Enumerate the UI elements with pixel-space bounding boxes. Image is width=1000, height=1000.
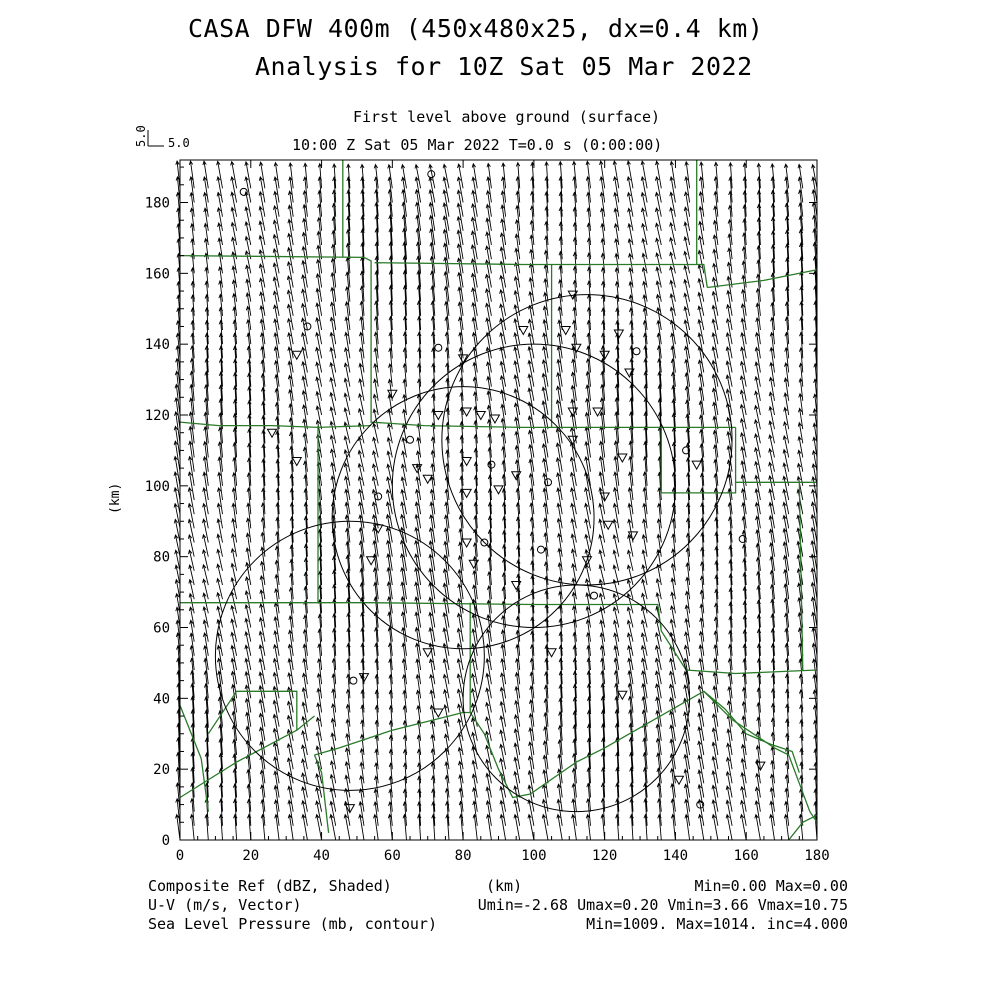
station-marker-triangle bbox=[519, 327, 528, 335]
x-tick-label: 20 bbox=[242, 848, 260, 860]
radar-range-ring bbox=[215, 521, 484, 790]
y-tick-label: 160 bbox=[144, 266, 170, 283]
x-tick-label: 0 bbox=[175, 848, 185, 860]
station-marker-triangle bbox=[490, 415, 499, 423]
y-tick-label: 20 bbox=[153, 762, 170, 779]
footer-ref-label: Composite Ref (dBZ, Shaded) bbox=[148, 877, 392, 895]
x-tick-label: 40 bbox=[313, 848, 330, 860]
wind-vector-field bbox=[174, 161, 817, 840]
station-marker-triangle bbox=[618, 454, 627, 462]
x-tick-label: 140 bbox=[662, 848, 689, 860]
station-marker-circle bbox=[407, 436, 414, 443]
y-tick-labels bbox=[145, 196, 170, 850]
x-tick-label: 100 bbox=[521, 848, 547, 860]
y-tick-label: 80 bbox=[153, 549, 170, 566]
station-marker-triangle bbox=[462, 458, 471, 466]
title-line-2: Analysis for 10Z Sat 05 Mar 2022 bbox=[255, 52, 753, 81]
station-marker-triangle bbox=[268, 429, 277, 437]
station-marker-triangle bbox=[292, 351, 301, 359]
footer-vector-label: U-V (m/s, Vector) bbox=[148, 896, 302, 914]
x-tick-labels bbox=[176, 848, 830, 860]
county-boundaries bbox=[180, 160, 817, 840]
footer-slp-label: Sea Level Pressure (mb, contour) bbox=[148, 915, 437, 933]
station-marker-triangle bbox=[462, 489, 471, 497]
station-marker-triangle bbox=[367, 557, 376, 565]
county-boundary-line bbox=[661, 427, 817, 493]
y-tick-label: 140 bbox=[144, 337, 170, 354]
subtitle: First level above ground (surface) bbox=[353, 108, 661, 126]
station-marker-triangle bbox=[423, 649, 432, 657]
station-marker-triangle bbox=[434, 709, 443, 717]
title-line-1: CASA DFW 400m (450x480x25, dx=0.4 km) bbox=[188, 14, 764, 43]
x-tick-label: 120 bbox=[592, 848, 618, 860]
plot-frame bbox=[180, 160, 817, 840]
station-marker-triangle bbox=[434, 412, 443, 420]
y-tick-label: 100 bbox=[144, 478, 170, 495]
vector-key-vertical-label: 5.0 bbox=[134, 125, 148, 147]
vector-key bbox=[134, 125, 190, 150]
wind-vectors bbox=[174, 161, 817, 840]
y-axis-label: (km) bbox=[108, 482, 123, 514]
station-marker-triangle bbox=[292, 458, 301, 466]
footer-vector-stats: Umin=-2.68 Umax=0.20 Vmin=3.66 Vmax=10.75 bbox=[477, 896, 848, 914]
x-tick-label: 180 bbox=[804, 848, 830, 860]
y-tick-label: 180 bbox=[144, 195, 170, 212]
y-tick-label: 0 bbox=[161, 833, 170, 849]
station-marker-circle bbox=[350, 677, 357, 684]
y-tick-label: 40 bbox=[153, 691, 170, 708]
y-tick-label: 60 bbox=[153, 620, 170, 637]
station-marker-circle bbox=[591, 592, 598, 599]
x-tick-label: 80 bbox=[454, 848, 472, 860]
station-marker-circle bbox=[435, 344, 442, 351]
county-boundary-line bbox=[180, 422, 371, 427]
station-marker-circle bbox=[633, 348, 640, 355]
x-tick-label: 60 bbox=[383, 848, 401, 860]
axis-ticks bbox=[180, 160, 817, 840]
station-marker-triangle bbox=[674, 776, 683, 784]
vector-key-horizontal-label: 5.0 bbox=[168, 136, 190, 150]
county-boundary-line bbox=[707, 270, 817, 288]
station-marker-circle bbox=[739, 535, 746, 542]
y-tick-label: 120 bbox=[144, 408, 170, 424]
footer-ref-minmax: Min=0.00 Max=0.00 bbox=[694, 877, 848, 895]
station-marker-triangle bbox=[462, 539, 471, 547]
station-marker-triangle bbox=[561, 327, 570, 335]
x-axis-label: (km) bbox=[486, 877, 523, 895]
station-marker-triangle bbox=[494, 486, 503, 494]
station-marker-circle bbox=[537, 546, 544, 553]
station-marker-triangle bbox=[476, 412, 485, 420]
footer-slp-stats: Min=1009. Max=1014. inc=4.000 bbox=[586, 915, 848, 933]
x-tick-label: 160 bbox=[733, 848, 759, 860]
time-label: 10:00 Z Sat 05 Mar 2022 T=0.0 s (0:00:00) bbox=[292, 136, 663, 154]
